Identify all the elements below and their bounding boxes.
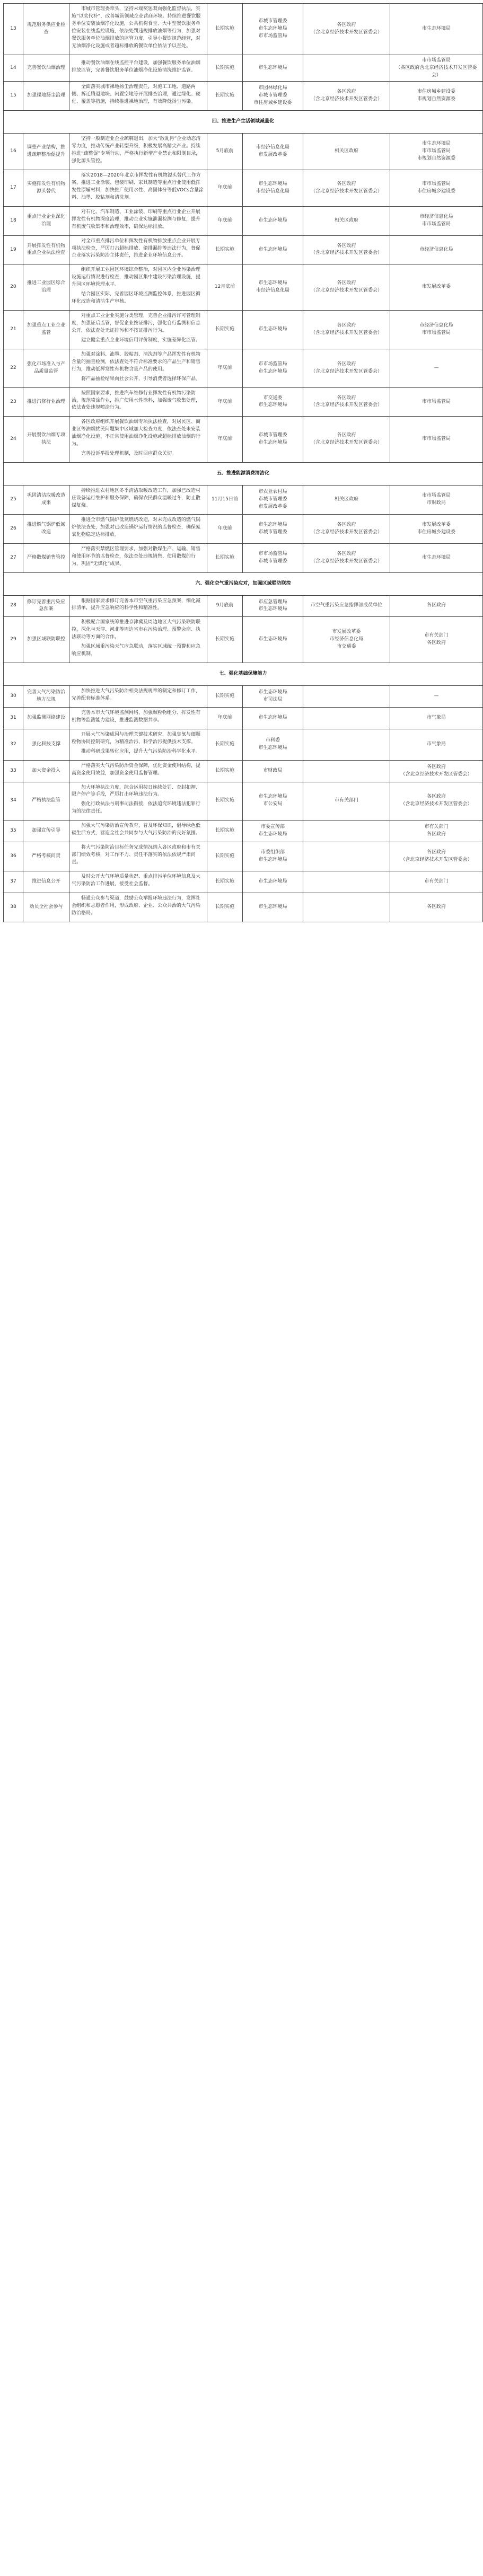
- task-name: 推进汽修行业治理: [23, 387, 69, 417]
- content-paragraph: 将产品抽检结果向社会公开，引导消费者选择环保产品。: [81, 376, 201, 382]
- cooperating-unit: 市发展改革委 市住房城乡建设委: [390, 514, 483, 543]
- table-row: [4, 543, 483, 572]
- task-number: 20: [4, 264, 23, 311]
- task-number: 16: [4, 134, 23, 170]
- cooperating-unit: 各区政府: [390, 893, 483, 922]
- task-name: 巩固清洁取暖改造成果: [23, 486, 69, 515]
- cooperating-unit: 市发展改革委: [390, 264, 483, 311]
- cooperating-unit: 市有关部门: [390, 871, 483, 893]
- table-row: [4, 821, 483, 842]
- task-name: 加强监测网络建设: [23, 707, 69, 729]
- lead-department: 市财政局: [243, 760, 303, 782]
- task-deadline: 长期实施: [207, 686, 243, 708]
- task-name: 完善餐饮油烟治理: [23, 55, 69, 82]
- lead-department: 市交通委 市生态环境局: [243, 387, 303, 417]
- task-content: [69, 871, 207, 893]
- task-name: 加强区域联防联控: [23, 617, 69, 663]
- content-paragraph: 建立健全重点企业环境信用评价制度，实施差异化监管。: [81, 337, 201, 343]
- content-paragraph: 按照国家要求，推进汽车维修行业挥发性有机物污染防治，规范喷涂作业，推广使用水性涂料，加强废气收集处理，依法查处违规喷涂行为。: [72, 390, 201, 411]
- cooperating-unit: 市生态环境局: [390, 543, 483, 572]
- responsible-unit: 各区政府 （含北京经济技术开发区管委会）: [303, 82, 390, 111]
- section-row: [4, 572, 483, 595]
- responsible-unit: [303, 842, 390, 871]
- task-deadline: 长期实施: [207, 55, 243, 82]
- responsible-unit: 市发展改革委 市经济信息化局 市交通委: [303, 617, 390, 663]
- table-row: [4, 4, 483, 55]
- task-deadline: 长期实施: [207, 821, 243, 842]
- responsible-unit: [303, 893, 390, 922]
- task-deadline: 年底前: [207, 417, 243, 463]
- responsible-unit: [303, 729, 390, 760]
- lead-department: 市生态环境局: [243, 707, 303, 729]
- lead-department: 市生态环境局 市经济信息化局: [243, 170, 303, 207]
- table-row: [4, 206, 483, 235]
- task-name: 规范服务供应业检查: [23, 4, 69, 55]
- task-content: [69, 417, 207, 463]
- lead-department: 市生态环境局 市司法局: [243, 686, 303, 708]
- table-row: [4, 893, 483, 922]
- task-number: 29: [4, 617, 23, 663]
- content-paragraph: 推动科研成果转化应用，提升大气污染防治科学化水平。: [81, 748, 201, 754]
- task-content: [69, 349, 207, 387]
- task-name: 严格考核问责: [23, 842, 69, 871]
- task-number: 14: [4, 55, 23, 82]
- task-name: 推进燃气锅炉低氮改造: [23, 514, 69, 543]
- task-deadline: 长期实施: [207, 842, 243, 871]
- content-paragraph: 加强大气污染防治宣传教育，普及环保知识，倡导绿色低碳生活方式，营造全社会共同参与大气污染防治的良好氛围。: [72, 823, 201, 836]
- responsible-unit: 市有关部门: [303, 782, 390, 821]
- task-number: 13: [4, 4, 23, 55]
- task-content: [69, 514, 207, 543]
- task-content: [69, 893, 207, 922]
- lead-department: 市委宣传部 市生态环境局: [243, 821, 303, 842]
- task-content: [69, 387, 207, 417]
- task-content: [69, 729, 207, 760]
- lead-department: 市科委 市生态环境局: [243, 729, 303, 760]
- cooperating-unit: 市有关部门 各区政府: [390, 617, 483, 663]
- table-row: [4, 617, 483, 663]
- content-paragraph: 将大气污染防治目标任务完成情况纳入各区政府和市有关部门绩效考核，对工作不力、责任不落实的依法依规严肃问责。: [72, 845, 201, 865]
- task-deadline: 长期实施: [207, 82, 243, 111]
- table-row: [4, 134, 483, 170]
- content-paragraph: 全面落实城市裸地扬尘治理责任，对施工工地、道路两侧、拆迁腾退地块、闲置空地等开展排查治理，通过绿化、硬化、覆盖等措施，持续推进裸地治理，有效降低扬尘污染。: [72, 84, 201, 105]
- cooperating-unit: 市有关部门 各区政府: [390, 821, 483, 842]
- task-number: 31: [4, 707, 23, 729]
- task-number: 23: [4, 387, 23, 417]
- task-deadline: 长期实施: [207, 617, 243, 663]
- table-row: [4, 170, 483, 207]
- responsible-unit: 各区政府 （含北京经济技术开发区管委会）: [303, 417, 390, 463]
- cooperating-unit: 各区政府 （含北京经济技术开发区管委会）: [390, 782, 483, 821]
- task-deadline: 年底前: [207, 349, 243, 387]
- task-deadline: 年底前: [207, 707, 243, 729]
- responsible-unit: 各区政府 （含北京经济技术开发区管委会）: [303, 543, 390, 572]
- task-number: 34: [4, 782, 23, 821]
- task-deadline: 长期实施: [207, 4, 243, 55]
- table-row: [4, 55, 483, 82]
- content-paragraph: 对全市重点排污单位和挥发性有机物排放重点企业开展专项执法检查，严厉打击超标排放、偷排漏排等违法行为，督促企业落实污染防治主体责任，推进企业环境信息公开。: [72, 238, 201, 259]
- table-row: [4, 82, 483, 111]
- lead-department: 市市场监管局 市生态环境局: [243, 349, 303, 387]
- section-row: [4, 663, 483, 686]
- task-name: 动员全社会参与: [23, 893, 69, 922]
- task-number: 37: [4, 871, 23, 893]
- lead-department: 市委组织部 市生态环境局: [243, 842, 303, 871]
- section-heading: 六、强化空气重污染应对，加强区域联防联控: [4, 572, 483, 595]
- content-paragraph: 加强区域重污染天气应急联动，落实区域统一预警和应急响应机制。: [72, 644, 201, 657]
- cooperating-unit: —: [390, 349, 483, 387]
- content-paragraph: 开展大气污染成因与治理关键技术研究，加强臭氧与细颗粒物协同控制研究，为精准治污、科学治污提供技术支撑。: [72, 731, 201, 745]
- cooperating-unit: 市市场监管局 市住房城乡建设委: [390, 170, 483, 207]
- content-paragraph: 推动餐饮油烟在线监控平台建设，加强餐饮服务单位油烟排放监管，完善餐饮服务单位油烟净化设施清洗维护监管。: [72, 60, 201, 73]
- lead-department: 市生态环境局 市经济信息化局: [243, 264, 303, 311]
- responsible-unit: [303, 871, 390, 893]
- table-row: [4, 311, 483, 349]
- lead-department: 市生态环境局: [243, 871, 303, 893]
- task-name: 强化科技支撑: [23, 729, 69, 760]
- content-paragraph: 及时公开大气环境质量状况、重点排污单位环境信息及大气污染防治工作进展，接受社会监督。: [72, 874, 201, 887]
- task-name: 调整产业结构，推进疏解整治促提升: [23, 134, 69, 170]
- content-paragraph: 根据国家要求修订完善本市空气重污染应急预案，细化减排清单，提升应急响应的科学性和精准性。: [72, 598, 201, 611]
- task-name: 强化市场准入与产品质量监管: [23, 349, 69, 387]
- task-number: 28: [4, 595, 23, 617]
- task-name: 推进工业园区综合治理: [23, 264, 69, 311]
- table-row: [4, 686, 483, 708]
- table-row: [4, 842, 483, 871]
- task-content: [69, 782, 207, 821]
- task-name: 开展餐饮油烟专项执法: [23, 417, 69, 463]
- responsible-unit: 相关区政府: [303, 486, 390, 515]
- lead-department: 市生态环境局: [243, 617, 303, 663]
- task-number: 32: [4, 729, 23, 760]
- cooperating-unit: —: [390, 686, 483, 708]
- content-paragraph: 对重点工业企业实施分类管理，完善企业排污许可管理制度，加强证后监管，督促企业按证排污，强化自行监测和信息公开，依法查处无证排污和不按证排污行为。: [72, 313, 201, 333]
- task-content: [69, 707, 207, 729]
- content-paragraph: 加大环境执法力度，综合运用按日连续处罚、查封扣押、限产停产等手段，严厉打击环境违法行为。: [72, 784, 201, 798]
- lead-department: 市生态环境局: [243, 55, 303, 82]
- task-table: [3, 3, 483, 922]
- content-paragraph: 严格落实大气污染防治资金保障，优化资金使用结构，提高资金使用效益，加强资金使用监督管理。: [72, 763, 201, 776]
- section-row: [4, 463, 483, 486]
- task-content: [69, 170, 207, 207]
- content-paragraph: 各区政府组织开展餐饮油烟专项执法检查，对居民区、商业区等油烟扰民问题集中区域加大检查力度，依法查处未安装油烟净化设施、不正常使用油烟净化设施或超标排放油烟的行为。: [72, 419, 201, 447]
- cooperating-unit: 市市场监管局: [390, 417, 483, 463]
- task-content: [69, 842, 207, 871]
- task-number: 21: [4, 311, 23, 349]
- task-number: 25: [4, 486, 23, 515]
- lead-department: 市农业农村局 市城市管理委 市发展改革委: [243, 486, 303, 515]
- content-paragraph: 加强对涂料、油墨、胶粘剂、清洗剂等产品挥发性有机物含量的抽查检测，依法查处不符合标准要求的产品生产和销售行为，推动低挥发性有机物含量产品的使用。: [72, 351, 201, 372]
- lead-department: 市生态环境局: [243, 311, 303, 349]
- lead-department: 市生态环境局: [243, 893, 303, 922]
- section-heading: 四、推进生产生活领域减量化: [4, 111, 483, 134]
- responsible-unit: 各区政府 （含北京经济技术开发区管委会）: [303, 235, 390, 264]
- task-deadline: 长期实施: [207, 543, 243, 572]
- cooperating-unit: 市气象局: [390, 729, 483, 760]
- task-deadline: 长期实施: [207, 311, 243, 349]
- responsible-unit: 各区政府 （含北京经济技术开发区管委会）: [303, 349, 390, 387]
- cooperating-unit: 各区政府 （含北京经济技术开发区管委会）: [390, 760, 483, 782]
- task-table-body: [4, 4, 483, 922]
- content-paragraph: 严格落实禁燃区管理要求，加强对散煤生产、运输、销售和使用环节的监督检查，依法查处违规销售、使用散煤的行为，巩固“无煤化”成果。: [72, 546, 201, 567]
- task-deadline: 长期实施: [207, 729, 243, 760]
- task-deadline: 11月15日前: [207, 486, 243, 515]
- table-row: [4, 417, 483, 463]
- content-paragraph: 结合园区实际，完善园区环境监测监控体系，推进园区循环化改造和清洁生产审核。: [72, 292, 201, 305]
- lead-department: 市生态环境局 市城市管理委: [243, 514, 303, 543]
- task-name: 完善大气污染防治地方法规: [23, 686, 69, 708]
- task-content: [69, 595, 207, 617]
- task-number: 30: [4, 686, 23, 708]
- lead-department: 市园林绿化局 市城市管理委 市住房城乡建设委: [243, 82, 303, 111]
- lead-department: 市市场监管局 市城市管理委: [243, 543, 303, 572]
- task-content: [69, 617, 207, 663]
- responsible-unit: 相关区政府: [303, 134, 390, 170]
- table-row: [4, 595, 483, 617]
- lead-department: 市经济信息化局 市发展改革委: [243, 134, 303, 170]
- task-name: 重点行业企业深化治理: [23, 206, 69, 235]
- task-name: 严格执法监管: [23, 782, 69, 821]
- task-content: [69, 760, 207, 782]
- responsible-unit: 市空气重污染应急指挥部成员单位: [303, 595, 390, 617]
- cooperating-unit: 市市场监管局 市财政局: [390, 486, 483, 515]
- task-content: [69, 82, 207, 111]
- task-number: 18: [4, 206, 23, 235]
- lead-department: 市生态环境局: [243, 235, 303, 264]
- task-deadline: 长期实施: [207, 235, 243, 264]
- task-name: 开展挥发性有机物重点企业执法检查: [23, 235, 69, 264]
- task-number: 24: [4, 417, 23, 463]
- task-content: [69, 311, 207, 349]
- task-content: [69, 543, 207, 572]
- cooperating-unit: 市生态环境局: [390, 4, 483, 55]
- table-row: [4, 782, 483, 821]
- responsible-unit: [303, 686, 390, 708]
- document-page: [0, 0, 477, 922]
- table-row: [4, 387, 483, 417]
- responsible-unit: [303, 760, 390, 782]
- task-deadline: 年底前: [207, 514, 243, 543]
- cooperating-unit: 市经济信息化局: [390, 235, 483, 264]
- content-paragraph: 市城市管理委牵头，坚持末端奖惩双向强化监督执法，实施“以奖代补”，改善城管领域企业营商环境。持续推进餐饮服务单位安装油烟净化设施，公共机构食堂、大中型餐饮服务单位安装在线监控设施，依法处罚违规排放油烟等行为，加强对餐饮服务单位油烟排放的监管力度，引导小餐饮规范经营，对无油烟净化设施或者超标排放的餐饮单位依法予以查处。: [72, 6, 201, 49]
- responsible-unit: 各区政府 （含北京经济技术开发区管委会）: [303, 170, 390, 207]
- responsible-unit: 相关区政府: [303, 206, 390, 235]
- lead-department: 市生态环境局: [243, 206, 303, 235]
- cooperating-unit: 市住房城乡建设委 市规划自然资源委: [390, 82, 483, 111]
- content-paragraph: 落实2018—2020年北京市挥发性有机物源头替代工作方案，推进工业涂装、包装印刷、家具制造等重点行业使用低挥发性原辅材料，加快推广使用水性、高固体分等低VOCs含量涂料、油墨、胶粘剂和清洗剂。: [72, 173, 204, 200]
- task-deadline: 年底前: [207, 170, 243, 207]
- content-paragraph: 对石化、汽车制造、工业涂装、印刷等重点行业企业开展挥发性有机物深度治理，推动企业实施泄漏检测与修复，提升有机废气收集率和治理效率，确保达标排放。: [72, 209, 201, 230]
- content-paragraph: 积极配合国家统筹推进京津冀及周边地区大气污染联防联控，深化与天津、河北等周边省市在污染治理、预警会商、执法联动等方面的合作。: [72, 620, 201, 640]
- lead-department: 市生态环境局 市公安局: [243, 782, 303, 821]
- task-content: [69, 686, 207, 708]
- task-name: 加强裸地扬尘治理: [23, 82, 69, 111]
- lead-department: 市应急管理局 市生态环境局: [243, 595, 303, 617]
- cooperating-unit: 市生态环境局 市市场监管局 市规划自然资源委: [390, 134, 483, 170]
- lead-department: 市城市管理委 市生态环境局: [243, 417, 303, 463]
- task-name: 严格散煤销售管控: [23, 543, 69, 572]
- responsible-unit: 各区政府 （含北京经济技术开发区管委会）: [303, 264, 390, 311]
- cooperating-unit: 市市场监管局 （各区政府含北京经济技术开发区管委会）: [390, 55, 483, 82]
- content-paragraph: 推进全市燃气锅炉低氮燃烧改造，对未完成改造的燃气锅炉依法查处，加强对已改造锅炉运行情况的监督检查，确保氮氧化物稳定达标排放。: [72, 517, 201, 537]
- content-paragraph: 组织开展工业园区环境综合整治，对园区内企业污染治理设施运行情况进行检查，推动园区集中建设污染治理设施，提升园区环境管理水平。: [72, 267, 201, 288]
- content-paragraph: 持续推进农村地区冬季清洁取暖改造工作，加强已改造村庄设备运行维护和服务保障，确保农民群众温暖过冬，防止散煤复烧。: [72, 488, 201, 508]
- task-number: 19: [4, 235, 23, 264]
- task-name: 加强宣传引导: [23, 821, 69, 842]
- content-paragraph: 完善本市大气环境监测网络，加强颗粒物组分、挥发性有机物等监测能力建设，推进监测数据共享。: [72, 710, 201, 723]
- section-heading: 五、推进能源消费清洁化: [4, 463, 483, 486]
- task-content: [69, 235, 207, 264]
- table-row: [4, 760, 483, 782]
- task-number: 36: [4, 842, 23, 871]
- cooperating-unit: 市经济信息化局 市市场监管局: [390, 311, 483, 349]
- task-name: 实施挥发性有机物源头替代: [23, 170, 69, 207]
- task-content: [69, 4, 207, 55]
- task-deadline: 长期实施: [207, 760, 243, 782]
- cooperating-unit: 各区政府 （含北京经济技术开发区管委会）: [390, 842, 483, 871]
- content-paragraph: 加快推进大气污染防治相关法规规章的制定和修订工作，完善配套标准体系。: [72, 689, 201, 701]
- task-name: 加大资金投入: [23, 760, 69, 782]
- content-paragraph: 完善投诉举报处理机制，及时回应群众关切。: [81, 451, 177, 457]
- task-number: 33: [4, 760, 23, 782]
- task-number: 22: [4, 349, 23, 387]
- task-deadline: 长期实施: [207, 871, 243, 893]
- task-deadline: 9月底前: [207, 595, 243, 617]
- responsible-unit: [303, 55, 390, 82]
- cooperating-unit: 各区政府: [390, 595, 483, 617]
- lead-department: 市城市管理委 市生态环境局 市市场监管局: [243, 4, 303, 55]
- responsible-unit: [303, 707, 390, 729]
- task-content: [69, 55, 207, 82]
- task-deadline: 5月底前: [207, 134, 243, 170]
- task-content: [69, 264, 207, 311]
- content-paragraph: 强化行政执法与刑事司法衔接，依法追究环境违法犯罪行为的法律责任。: [72, 801, 201, 815]
- cooperating-unit: 市气象局: [390, 707, 483, 729]
- responsible-unit: 各区政府 （含北京经济技术开发区管委会）: [303, 387, 390, 417]
- task-deadline: 长期实施: [207, 893, 243, 922]
- task-content: [69, 134, 207, 170]
- task-content: [69, 486, 207, 515]
- responsible-unit: [303, 821, 390, 842]
- table-row: [4, 707, 483, 729]
- task-deadline: 12月底前: [207, 264, 243, 311]
- section-heading: 七、强化基础保障能力: [4, 663, 483, 686]
- task-content: [69, 821, 207, 842]
- responsible-unit: 各区政府 （含北京经济技术开发区管委会）: [303, 311, 390, 349]
- task-deadline: 年底前: [207, 387, 243, 417]
- table-row: [4, 729, 483, 760]
- task-deadline: 长期实施: [207, 782, 243, 821]
- task-number: 17: [4, 170, 23, 207]
- task-number: 26: [4, 514, 23, 543]
- table-row: [4, 514, 483, 543]
- table-row: [4, 235, 483, 264]
- cooperating-unit: 市市场监管局: [390, 387, 483, 417]
- table-row: [4, 486, 483, 515]
- responsible-unit: 各区政府 （含北京经济技术开发区管委会）: [303, 514, 390, 543]
- task-number: 15: [4, 82, 23, 111]
- task-name: 加强重点工业企业监管: [23, 311, 69, 349]
- table-row: [4, 349, 483, 387]
- task-content: [69, 206, 207, 235]
- responsible-unit: 各区政府 （含北京经济技术开发区管委会）: [303, 4, 390, 55]
- table-row: [4, 871, 483, 893]
- table-row: [4, 264, 483, 311]
- task-name: 修订完善重污染应急预案: [23, 595, 69, 617]
- section-row: [4, 111, 483, 134]
- task-number: 38: [4, 893, 23, 922]
- content-paragraph: 坚持一般制造业企业疏解退出，加大“散乱污”企业动态清零力度，推动传统产业转型升级，积极发展高精尖产业。持续推进“疏整促”专项行动，严格执行新增产业禁止和限制目录，强化源头管控。: [72, 136, 201, 164]
- task-number: 27: [4, 543, 23, 572]
- cooperating-unit: 市经济信息化局 市市场监管局: [390, 206, 483, 235]
- content-paragraph: 畅通公众参与渠道，鼓励公众举报环境违法行为，发挥社会组织和志愿者作用，形成政府、企业、公众共治的大气污染防治格局。: [72, 895, 201, 916]
- task-deadline: 年底前: [207, 206, 243, 235]
- task-name: 推进信息公开: [23, 871, 69, 893]
- task-number: 35: [4, 821, 23, 842]
